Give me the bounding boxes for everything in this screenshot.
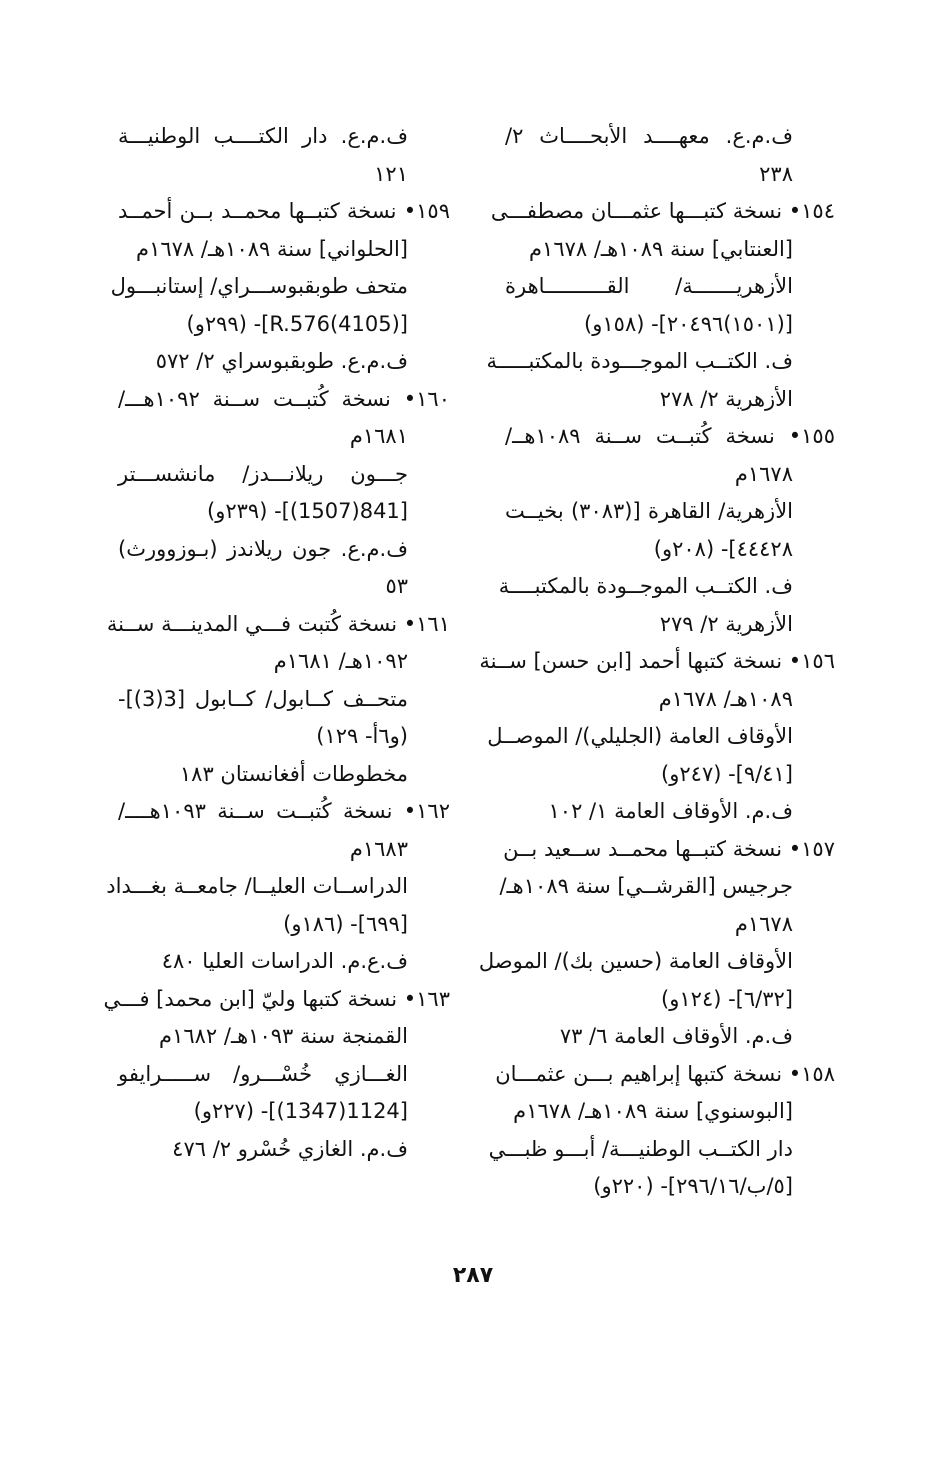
right-column-line: ف. الكتــب الموجــودة بالمكتبــــة bbox=[498, 574, 793, 598]
left-column-line: ١٦٠• نسخة كُتبــت ســنة ١٠٩٢هـــ/ bbox=[118, 386, 450, 411]
right-column-line: الأزهريـــــــة/ القــــــــــاهرة bbox=[505, 274, 793, 298]
right-column-line: دار الكتــب الوطنيـــة/ أبـــو ظبـــي bbox=[488, 1136, 793, 1161]
left-column-line: [٦٩٩]- (١٨٦و) bbox=[283, 911, 408, 936]
right-column-line: ١٥٥• نسخة كُتبــت ســنة ١٠٨٩هــ/ bbox=[505, 424, 835, 448]
left-column bbox=[103, 118, 450, 1168]
right-column-line: [البوسنوي] سنة ١٠٨٩هـ/ ١٦٧٨م bbox=[513, 1099, 793, 1123]
left-column-line: ف.م.ع. دار الكتــــب الوطنيـــة bbox=[118, 124, 408, 148]
right-column-line: ف.م.ع. معهــــد الأبحــــاث ٢/ bbox=[505, 124, 793, 148]
right-column-line: ١٥٨• نسخة كتبها إبراهيم بـــن عثمـــان bbox=[495, 1061, 835, 1086]
left-column-line: ف.م.ع. طوبقبوسراي ٢/ ٥٧٢ bbox=[155, 349, 408, 373]
right-column-line: [العنتابي] سنة ١٠٨٩هـ/ ١٦٧٨م bbox=[529, 236, 793, 261]
right-column-line: ١٥٤• نسخة كتبـــها عثمـــان مصطفـــى bbox=[490, 199, 835, 223]
left-column-line: ف.م.ع. جون ريلاندز (بـوزوورث) bbox=[118, 536, 408, 561]
right-column-line: الأوقاف العامة (حسين بك)/ الموصل bbox=[478, 949, 793, 973]
left-column-line: مخطوطات أفغانستان ١٨٣ bbox=[179, 761, 408, 786]
left-column-line: جـــون ريلانـــدز/ مانشســـتر bbox=[118, 461, 408, 486]
left-column-line: ف.ع.م. الدراسات العليا ٤٨٠ bbox=[161, 949, 408, 973]
right-column-line: الأوقاف العامة (الجليلي)/ الموصــل bbox=[487, 724, 793, 748]
left-column-line: الدراســات العليــا/ جامعــة بغـــداد bbox=[106, 874, 408, 898]
right-column-line: ١٦٧٨م bbox=[734, 911, 793, 936]
page-number: ٢٨٧ bbox=[452, 1263, 494, 1288]
left-column-line: ١٠٩٢هـ/ ١٦٨١م bbox=[273, 649, 408, 673]
left-column-line: القمنجة سنة ١٠٩٣هـ/ ١٦٨٢م bbox=[159, 1024, 408, 1048]
left-column-line: ١٦٨١م bbox=[349, 424, 408, 448]
left-column-line: ف.م. الغازي خُسْرو ٢/ ٤٧٦ bbox=[172, 1136, 408, 1161]
left-column-line: ١٦٨٣م bbox=[349, 836, 408, 861]
right-column-line: ٤٤٤٢٨]- (٢٠٨و) bbox=[653, 536, 793, 561]
right-column-line: جرجيس [القرشــي] سنة ١٠٨٩هـ/ bbox=[499, 874, 793, 898]
left-column-line: [(4105)R.576]- (٢٩٩و) bbox=[186, 311, 408, 336]
left-column-line: ١٦٣• نسخة كتبها وليّ [ابن محمد] فـــي bbox=[103, 986, 450, 1011]
left-column-line: ١٥٩• نسخة كتبــها محمــد بــن أحمــد bbox=[118, 199, 450, 223]
left-column-line: ١٦٢• نسخة كُتبــت ســنة ١٠٩٣هــــ/ bbox=[118, 799, 450, 823]
right-column-line: الأزهرية/ القاهرة [(٣٠٨٣) بخيــت bbox=[505, 499, 794, 523]
left-column-line: [1124(1347)]- (٢٢٧و) bbox=[193, 1099, 408, 1123]
right-column-line: [٩/٤١]- (٢٤٧و) bbox=[661, 761, 793, 786]
right-column-line: الأزهرية ٢/ ٢٧٨ bbox=[659, 386, 793, 411]
right-column-line: [٦/٣٢]- (١٢٤و) bbox=[661, 986, 793, 1011]
left-column-line: متحــف كــابول/ كــابول [3(3)]- bbox=[118, 686, 408, 711]
left-column-line: (و٦أ- ١٢٩) bbox=[316, 724, 408, 748]
right-column-line: ف. الكتــب الموجـــودة بالمكتبـــــة bbox=[486, 349, 793, 373]
left-column-line: ١٦١• نسخة كُتبت فـــي المدينـــة ســنة bbox=[106, 611, 450, 636]
right-column-line: ١٥٦• نسخة كتبها أحمد [ابن حسن] ســنة bbox=[479, 649, 835, 673]
right-column-line: [(١٥٠١)٢٠٤٩٦]- (١٥٨و) bbox=[584, 311, 793, 336]
right-column-line: الأزهرية ٢/ ٢٧٩ bbox=[659, 611, 793, 636]
left-column-line: [841(1507)]- (٢٣٩و) bbox=[207, 499, 408, 523]
right-column-line: [٥/ب/٢٩٦/١٦]- (٢٢٠و) bbox=[593, 1174, 793, 1198]
left-column-line: ١٢١ bbox=[374, 161, 408, 186]
right-column-line: ف.م. الأوقاف العامة ١/ ١٠٢ bbox=[548, 799, 793, 823]
left-column-line: متحف طوبقبوســـراي/ إستانبـــول bbox=[110, 274, 408, 298]
left-column-line: ٥٣ bbox=[385, 574, 408, 598]
right-column-line: ١٦٧٨م bbox=[734, 461, 793, 486]
right-column-line: ف.م. الأوقاف العامة ٦/ ٧٣ bbox=[559, 1024, 793, 1048]
left-column-line: [الحلواني] سنة ١٠٨٩هـ/ ١٦٧٨م bbox=[136, 236, 408, 261]
right-column-line: ٢٣٨ bbox=[759, 161, 793, 186]
right-column-line: ١٥٧• نسخة كتبــها محمــد ســعيد بــن bbox=[503, 836, 835, 861]
right-column bbox=[478, 118, 835, 1206]
right-column-line: ١٠٨٩هـ/ ١٦٧٨م bbox=[658, 686, 793, 711]
left-column-line: الغـــازي خُسْـــرو/ ســـــرايفو bbox=[118, 1061, 408, 1086]
